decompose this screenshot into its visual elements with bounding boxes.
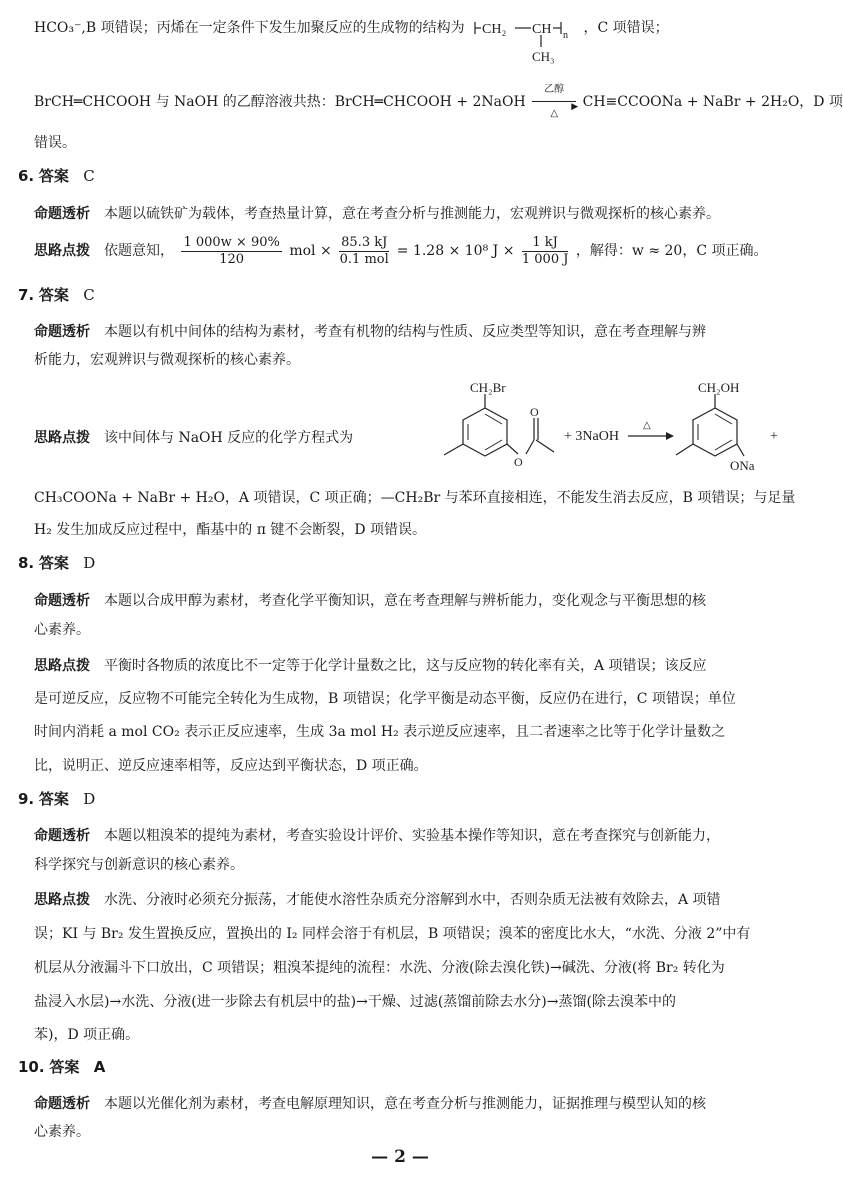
q9-answer <box>18 789 95 809</box>
answer-value: C <box>83 286 95 304</box>
heat-label: △ <box>643 420 651 431</box>
arrow-condition-top: 乙醇 <box>544 84 565 95</box>
fraction-3: $\frac{1 kJ}{1 000 J}$ <box>521 234 569 267</box>
polymer-n-label: n <box>563 30 569 41</box>
answer-label: 答案 <box>38 167 69 185</box>
q9-hint-2: 误；KI 与 Br₂ 发生置换反应，置换出的 I₂ 同样会溶于有机层，B 项错误；溴苯的密度比水大，“水洗、分液 2”中有 <box>34 926 751 942</box>
answer-label: 答案 <box>38 790 69 808</box>
polymer-ch-label: CH <box>532 22 552 37</box>
q5-line-3: 错误。 <box>34 135 76 151</box>
q7-intent-1: 命题透析 本题以有机中间体的结构为素材，考查有机物的结构与性质、反应类型等知识，意在考查理解与辨 <box>34 324 706 340</box>
q9-hint-5: 苯)，D 项正确。 <box>34 1027 140 1043</box>
answer-value: A <box>93 1058 106 1076</box>
fraction-1: $\frac{1 000w \times 90\%}{120}$ <box>183 234 280 267</box>
q10-intent-2: 心素养。 <box>34 1124 90 1140</box>
q9-intent-1: 命题透析 本题以粗溴苯的提纯为素材，考查实验设计评价、实验基本操作等知识，意在考查探究与创新能力， <box>34 828 720 844</box>
fraction-2: $\frac{85.3 kJ}{\text{0.1 mol}}$ <box>339 234 389 267</box>
svg-text:O: O <box>514 455 523 469</box>
q8-hint-3: 时间内消耗 a mol CO₂ 表示正反应速率，生成 3a mol H₂ 表示逆反应速率，且二者速率之比等于化学计量数之 <box>34 724 726 740</box>
answer-value: D <box>83 554 96 572</box>
intent-label: 命题透析 <box>34 206 90 222</box>
q9-intent-2: 科学探究与创新意识的核心素养。 <box>34 857 244 873</box>
q5-line-2 <box>34 84 843 119</box>
q6-hint: 思路点拨 依题意知， $\frac{1 000w \times 90\%}{120}$ mol × $\frac{85.3 kJ}{\text{0.1 mol}}$ = 1.28 × 10⁸ J × $\frac{1 kJ}{1 000 J}$ ，解得：w ≈ 20，C 项正确。 <box>34 234 768 267</box>
product-ona-label: ONa <box>730 458 755 473</box>
q6-answer <box>18 166 95 186</box>
q8-number: 8. <box>18 554 35 572</box>
q6-number: 6. <box>18 167 35 185</box>
q7-number: 7. <box>18 286 35 304</box>
q7-line-a: CH₃COONa + NaBr + H₂O，A 项错误，C 项正确；—CH₂Br 与苯环直接相连，不能发生消去反应，B 项错误；与足量 <box>34 490 796 506</box>
q5-text-1b: ，C 项错误； <box>583 20 669 36</box>
naoh-label: + 3NaOH <box>564 429 619 444</box>
answer-label: 答案 <box>38 554 69 572</box>
q7-answer <box>18 285 95 305</box>
arrow-condition-bottom: △ <box>550 108 559 119</box>
answer-label: 答案 <box>49 1058 80 1076</box>
q7-line-b: H₂ 发生加成反应过程中，酯基中的 π 键不会断裂，D 项错误。 <box>34 522 427 538</box>
q8-hint-1: 思路点拨 平衡时各物质的浓度比不一定等于化学计量数之比，这与反应物的转化率有关，A 项错误；该反应 <box>34 658 707 674</box>
hint-label: 思路点拨 <box>34 658 90 674</box>
q8-intent-2: 心素养。 <box>34 622 90 638</box>
q8-answer <box>18 553 95 573</box>
hint-label: 思路点拨 <box>34 892 90 908</box>
q7-intent-2: 析能力，宏观辨识与微观探析的核心素养。 <box>34 352 300 368</box>
polypropylene-structure <box>469 14 579 64</box>
answer-label: 答案 <box>38 286 69 304</box>
q7-hint: 思路点拨 该中间体与 NaOH 反应的化学方程式为 <box>34 430 354 446</box>
q9-hint-3: 机层从分液漏斗下口放出，C 项错误；粗溴苯提纯的流程：水洗、分液(除去溴化铁)→碱洗、分液(将 Br₂ 转化为 <box>34 960 725 976</box>
q8-hint-4: 比，说明正、逆反应速率相等，反应达到平衡状态，D 项正确。 <box>34 758 428 774</box>
reaction-arrow: 乙醇 ▶ △ <box>530 92 578 112</box>
page-number: — 2 — <box>371 1147 429 1167</box>
intent-label: 命题透析 <box>34 324 90 340</box>
q10-intent-1: 命题透析 本题以光催化剂为素材，考查电解原理知识，意在考查分析与推测能力，证据推理与模型认知的核 <box>34 1096 706 1112</box>
q9-hint-1: 思路点拨 水洗、分液时必须充分振荡，才能使水溶性杂质充分溶解到水中，否则杂质无法被有效除去，A 项错 <box>34 892 721 908</box>
svg-text:O: O <box>530 405 539 419</box>
q8-intent-1: 命题透析 本题以合成甲醇为素材，考查化学平衡知识，意在考查理解与辨析能力，变化观念与平衡思想的核 <box>34 593 706 609</box>
intent-label: 命题透析 <box>34 593 90 609</box>
hint-label: 思路点拨 <box>34 430 90 446</box>
polymer-ch2-label: CH₂ <box>482 22 507 37</box>
hint-label: 思路点拨 <box>34 243 90 259</box>
polymer-ch3-label: CH₃ <box>532 49 555 64</box>
answer-value: D <box>83 790 96 808</box>
q5-text-2a: BrCH═CHCOOH 与 NaOH 的乙醇溶液共热：BrCH═CHCOOH + 2NaOH <box>34 94 526 110</box>
answer-value: C <box>83 167 95 185</box>
intent-label: 命题透析 <box>34 828 90 844</box>
intent-label: 命题透析 <box>34 1096 90 1112</box>
q5-text-1a: HCO₃⁻,B 项错误；丙烯在一定条件下发生加聚反应的生成物的结构为 <box>34 20 465 36</box>
q9-hint-4: 盐浸入水层)→水洗、分液(进一步除去有机层中的盐)→干燥、过滤(蒸馏前除去水分)→蒸馏(除去溴苯中的 <box>34 994 676 1010</box>
q10-number: 10. <box>18 1058 45 1076</box>
q8-hint-2: 是可逆反应，反应物不可能完全转化为生成物，B 项错误；化学平衡是动态平衡，反应仍在进行，C 项错误；单位 <box>34 691 736 707</box>
q5-text-2b: CH≡CCOONa + NaBr + 2H₂O，D 项 <box>582 94 843 110</box>
q10-answer <box>18 1057 105 1077</box>
reactant-ch2br-label: CH₂Br <box>470 380 506 395</box>
product-ch2oh-label: CH₂OH <box>698 380 740 395</box>
q9-number: 9. <box>18 790 35 808</box>
q6-intent: 命题透析 本题以硫铁矿为载体，考查热量计算，意在考查分析与推测能力，宏观辨识与微观探析的核心素养。 <box>34 206 720 222</box>
q7-reaction-scheme <box>430 378 780 478</box>
plus-sign: + <box>770 429 778 444</box>
q5-line-1 <box>34 18 770 64</box>
